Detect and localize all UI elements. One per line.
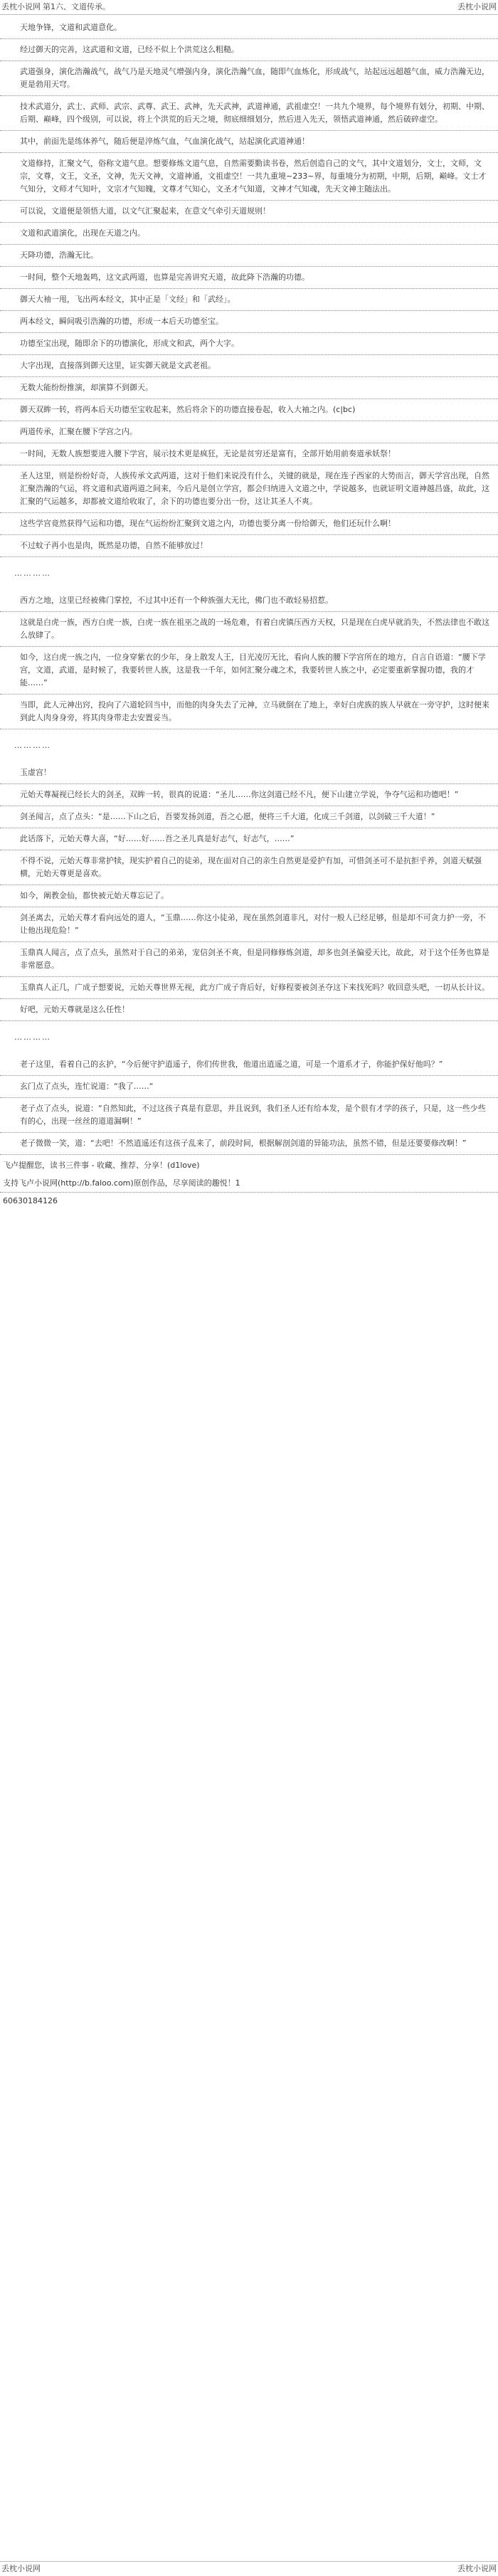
paragraph: 西方之地，这里已经被佛门掌控，不过其中还有一个种族强大无比，佛门也不敢轻易招惹。 bbox=[0, 590, 498, 612]
paragraph: 如今，这白虎一族之内，一位身穿紫衣的少年，身上散发人王，目光凌厉无比，看向人族的腰下学宫所在的地方，自言自语道：“腰下学宫，文道，武道，是时候了，我要转世人族，这是我一千年，如何汇聚分魂之术，我要转世人族之中，必定要重新掌握功德，我的才能……” bbox=[0, 647, 498, 695]
section-three bbox=[0, 784, 498, 1021]
paragraph: 玄门点了点头，连忙说道：“我了……“ bbox=[0, 1076, 498, 1098]
page-header bbox=[0, 0, 498, 15]
paragraph: 文道和武道演化，出现在天道之内。 bbox=[0, 223, 498, 245]
paragraph: 元始天尊凝视已经长大的剑圣，双眸一转，很真的说道：“圣儿……你这剑道已经不凡，便下山建立学说，争夺气运和功德吧！” bbox=[0, 784, 498, 806]
document-id: 60630184126 bbox=[3, 1196, 58, 1205]
header-site-name-left: 丢枕小说网 bbox=[1, 2, 41, 11]
reading-tip: 飞卢提醒您，读书三件事 - 收藏、推荐、分享！(d1love) bbox=[3, 1161, 200, 1170]
paragraph: 老子微微一笑，道：“去吧！不然逍遥还有这孩子乱来了，前段时间，根据解剖剑道的异能功法，虽然不错，但是还要要修改啊！” bbox=[0, 1133, 498, 1155]
paragraph: 当即，此人元神出窍，投向了六道轮回当中，而他的肉身失去了元神，立马就倒在了地上，幸好白虎族的族人早就在一旁守护，这时便来到此人肉身身旁，将其肉身带走去安置妥当。 bbox=[0, 695, 498, 729]
paragraph: 其中，前面先是练体养气，随后便是淬炼气血，气血演化战气，站起演化武道神通！ bbox=[0, 131, 498, 153]
section-four bbox=[0, 1054, 498, 1155]
paragraph: 可以说，文道便是领悟大道，以文气汇聚起来，在意文气牵引天道规则！ bbox=[0, 201, 498, 223]
paragraph: 这就是白虎一族，西方白虎一族，白虎一族在祖巫之战的一场危难，有着白虎镇压西方天权，只是现在白虎早就消失，不然法律也不敢这么放肆了。 bbox=[0, 612, 498, 647]
paragraph: 玉鼎真人正几，广成子想要说，元始天尊世界无视，此方广成子背后好，好修程要被剑圣夺这下来找死吗？收回意头吧，一切从长计议。 bbox=[0, 977, 498, 999]
paragraph: 此话落下，元始天尊大喜，“好……好……吾之圣儿真是好志气，好志气，……” bbox=[0, 828, 498, 850]
paragraph: 武道强身，演化浩瀚战气，战气乃是天地灵气增强内身，演化浩瀚气血，随即气血炼化，形成战气，站起远远超越气血，威力浩瀚无边，更是勃用天穹。 bbox=[0, 61, 498, 96]
paragraph: 无数大能纷纷推演，却演算不到御天。 bbox=[0, 377, 498, 399]
support-link[interactable]: 支持飞卢小说网(http://b.faloo.com)原创作品，尽享阅读的趣悦！1 bbox=[0, 1175, 498, 1193]
paragraph: 一时间，无数人族想要进入腰下学宫，展示技术更是疯狂，无论是贫穷还是富有，全部开始用前奏道承妖祭！ bbox=[0, 443, 498, 465]
paragraph: 大字出现，直接落到御天这里，证实御天就是文武老祖。 bbox=[0, 355, 498, 377]
paragraph: 天降功德，浩瀚无比。 bbox=[0, 245, 498, 267]
section-one bbox=[0, 17, 498, 557]
chapter-title: 第1六、文道传承。 bbox=[43, 2, 110, 11]
paragraph: 如今，阐教金仙，都快被元始天尊忘记了。 bbox=[0, 885, 498, 907]
paragraph: 这些学宫竟然获得气运和功德，现在气运纷纷汇聚到文道之内，功德也要分离一份给御天，他们还玩什么啊！ bbox=[0, 513, 498, 535]
header-site-name-right: 丢枕小说网 bbox=[457, 2, 497, 11]
footer-site-name-right: 丢枕小说网 bbox=[457, 2564, 497, 2573]
page-footer bbox=[0, 2561, 498, 2576]
paragraph: 好吧，元始天尊就是这么任性！ bbox=[0, 999, 498, 1021]
paragraph: 剑圣闻言，点了点头：“是……下山之后，吾要发扬剑道，吾之心愿，便将三千大道，化成三千剑道，以剑破三千大道！” bbox=[0, 806, 498, 828]
paragraph: 玉鼎真人闻言，点了点头，虽然对于自己的弟弟，宠信剑圣不爽，但是同修修炼剑道，却多也剑圣偏爱天比，故此，对于这个任务也算是非常愿意。 bbox=[0, 942, 498, 977]
chapter-content bbox=[0, 17, 498, 1210]
paragraph: 功德至宝出现，随即余下的功德演化，形成文和武，两个大字。 bbox=[0, 333, 498, 355]
section-separator: ………… bbox=[14, 569, 51, 578]
paragraph: 不得不说，元始天尊非常护犊，现实护着自己的徒弟，现在面对自己的亲生自然更是爱护有加，可惜剑圣可不是抗拒乎养，剑道天赋强横，元始天尊更是喜欢。 bbox=[0, 850, 498, 885]
paragraph: 剑圣离去，元始天尊才看向远处的道人，“玉鼎……你这小徒弟，现在虽然剑道非凡，对付一般人已经足够，但是却不可贪力护一旁，不让他出现危险！” bbox=[0, 907, 498, 942]
footer-site-name-left: 丢枕小说网 bbox=[1, 2564, 41, 2573]
paragraph: 两道传承，汇聚在腰下学宫之内。 bbox=[0, 421, 498, 443]
paragraph: 不过蚊子再小也是肉，既然是功德，自然不能够放过！ bbox=[0, 535, 498, 557]
paragraph: 技术武道分，武士、武师、武宗、武尊、武王、武神，先天武神，武道神通，武祖虚空！一共九个境界，每个境界有划分，初期、中期、后期、巅峰，四个级别，可以说，将上个洪荒的后天之境，彻底细细划分，然后进入先天，领悟武道神通，然后破碎虚空。 bbox=[0, 96, 498, 131]
paragraph: 天地争锋，文道和武道意化。 bbox=[0, 17, 498, 39]
paragraph: 御天大袖一甩，飞出两本经文，其中正是「文经」和「武经」。 bbox=[0, 289, 498, 311]
paragraph: 文道修持，汇聚文气，俗称文道气息。想要修炼文道气息，自然需要勤读书卷，然后创造自己的文气，其中文道划分，文士，文师，文宗，文尊，文王，文圣，文神，先天文神，文道神通，文祖虚空！一共九重境~233~界，每重境分为初期，中期，后期，巅峰。文士才气知分，文师才气知叶，文宗才气知魄，文尊才气知心，文圣才气知道，文神才气知魂，先天文神主随法出。 bbox=[0, 153, 498, 201]
paragraph: 两本经文，瞬间吸引浩瀚的功德，形成一本后天功德至宝。 bbox=[0, 311, 498, 333]
section-separator: ………… bbox=[14, 741, 51, 750]
paragraph: 圣人这里，则是纷纷好奇，人族传承文武两道，这对于他们来说没有什么，关键的就是，现在连子西家的大势而言，御天学宫出现，自然汇聚浩瀚的气运，将文道和武道两道之间来，今后凡是创立学宫，都会归纳进入文道之中，学说越多，也就证明文道神越昌盛，故此，这汇聚的气运越多，却都被文道给收取了，余下的功德也要分出一份，这让其圣人不爽。 bbox=[0, 465, 498, 513]
paragraph: 御天双眸一转，将两本后天功德至宝收起来，然后将余下的功德直接卷起，收入大袖之内。(c|bc) bbox=[0, 399, 498, 421]
paragraph: 经过御天的完善，这武道和文道，已经不似上个洪荒这么粗糙。 bbox=[0, 39, 498, 61]
paragraph: 一时间，整个天地轰鸣，这文武两道，也算是完善讲究天道，故此降下浩瀚的功德。 bbox=[0, 267, 498, 289]
section-separator: ………… bbox=[14, 1033, 51, 1042]
section-two bbox=[0, 590, 498, 729]
paragraph: 老子这里，看着自己的玄护，“今后便守护逍遥子，你们传世我，他道出逍遥之道，可是一个道系才子，你能护保好他吗？” bbox=[0, 1054, 498, 1076]
section-heading: 玉虚宫！ bbox=[0, 762, 498, 784]
paragraph: 老子点了点头，说道：“自然知此，不过这孩子真是有意思，并且说到，我们圣人还有给本发，是个很有才学的孩子，只是，这一些少些有的心，出现一丝丝的道道漏啊！” bbox=[0, 1098, 498, 1133]
